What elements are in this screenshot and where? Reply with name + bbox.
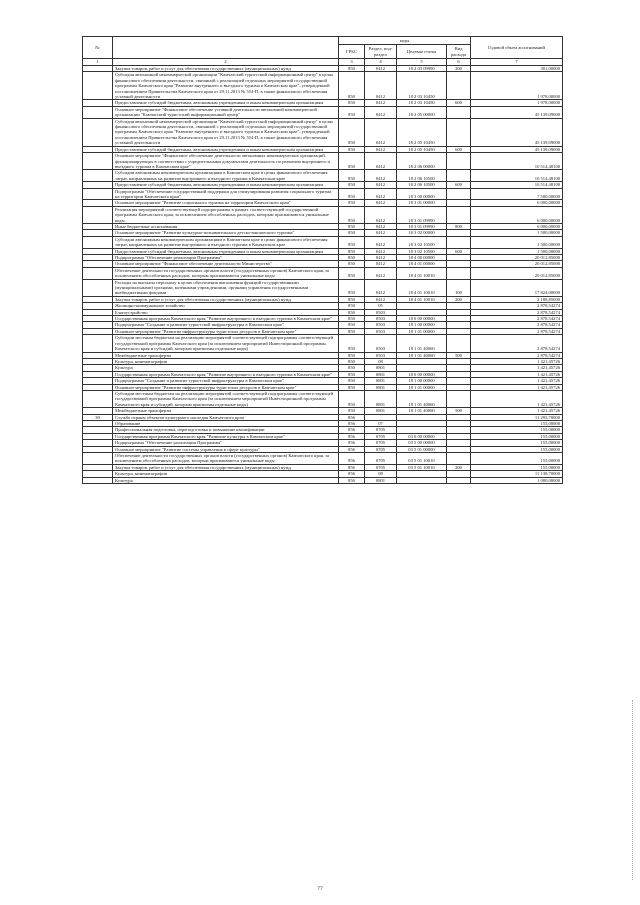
row-grbs-cell: 850: [339, 261, 365, 267]
table-row: [83, 118, 563, 146]
row-name-cell: Предоставление субсидий бюджетным, автономным учреждениям и иным некоммерческим организациям: [113, 182, 339, 188]
row-amount-cell: 155,00000: [471, 464, 563, 470]
row-target-article-cell: 18 1 01 40060: [397, 408, 447, 414]
row-name-cell: Межбюджетные трансферты: [113, 352, 339, 358]
row-grbs-cell: 850: [339, 279, 365, 296]
row-amount-cell: 1 421,45726: [471, 378, 563, 384]
row-name-cell: Иные бюджетные ассигнования: [113, 223, 339, 229]
row-grbs-cell: 850: [339, 100, 365, 106]
row-amount-cell: 6 000,00000: [471, 223, 563, 229]
row-target-article-cell: 18 2 06 10500: [397, 182, 447, 188]
row-grbs-cell: 850: [339, 316, 365, 322]
row-section-cell: 0801: [365, 477, 397, 483]
header-codes: коды: [339, 37, 471, 45]
row-name-cell: Основное мероприятие "Развитие культурно-познавательного детско-юношеского туризма": [113, 230, 339, 236]
row-number-cell: [83, 170, 113, 182]
row-section-cell: 0412: [365, 279, 397, 296]
row-section-cell: 0412: [365, 153, 397, 170]
row-section-cell: 0412: [365, 248, 397, 254]
row-expense-type-cell: 800: [447, 223, 471, 229]
row-amount-cell: 2 188,85000: [471, 296, 563, 302]
row-grbs-cell: 856: [339, 464, 365, 470]
header-name: [113, 37, 339, 59]
row-section-cell: 0503: [365, 335, 397, 352]
row-expense-type-cell: [447, 477, 471, 483]
row-name-cell: Реализация мероприятий соответствующей подпрограммы в рамках соответствующей государственной программы Камчатского края, за исключением обособленных расходов, которым присваиваются уникальные коды: [113, 206, 339, 223]
row-number-cell: [83, 453, 113, 465]
row-name-cell: Подпрограмма "Обеспечение реализации Программы": [113, 440, 339, 446]
row-section-cell: 0801: [365, 378, 397, 384]
table-row: [83, 390, 563, 407]
row-target-article-cell: 18 3 02 00000: [397, 230, 447, 236]
row-grbs-cell: 856: [339, 471, 365, 477]
row-amount-cell: 2 878,54274: [471, 335, 563, 352]
row-amount-cell: 11 293,70000: [471, 414, 563, 420]
row-target-article-cell: 03 0 00 00000: [397, 433, 447, 439]
row-name-cell: Субсидии автономным некоммерческим организациям в Камчатском крае в целях финансового обеспечения затрат, направленных на развитие внутреннего и въездного туризма в Камчатском крае: [113, 170, 339, 182]
row-expense-type-cell: [447, 390, 471, 407]
row-grbs-cell: 856: [339, 427, 365, 433]
row-amount-cell: 1 421,45726: [471, 384, 563, 390]
table-row: [83, 106, 563, 118]
row-amount-cell: 155,00000: [471, 453, 563, 465]
col-number: 7: [471, 59, 563, 66]
row-number-cell: [83, 279, 113, 296]
row-target-article-cell: 18 3 01 09990: [397, 206, 447, 223]
row-expense-type-cell: [447, 106, 471, 118]
row-target-article-cell: 18 3 02 10500: [397, 248, 447, 254]
row-target-article-cell: 03 5 01 10010: [397, 464, 447, 470]
table-row: [83, 72, 563, 100]
row-target-article-cell: 03 5 01 10010: [397, 453, 447, 465]
row-name-cell: Служба охраны объектов культурного наследия Камчатского края: [113, 414, 339, 420]
row-number-cell: [83, 206, 113, 223]
col-number: 4: [365, 59, 397, 66]
row-section-cell: 0705: [365, 440, 397, 446]
row-name-cell: Государственная программа Камчатского края "Развитие внутреннего и въездного туризма в Камчатском крае": [113, 371, 339, 377]
row-target-article-cell: 18 4 00 00000: [397, 255, 447, 261]
row-number-cell: [83, 335, 113, 352]
row-amount-cell: 2 878,54274: [471, 316, 563, 322]
row-target-article-cell: 18 4 01 10010: [397, 279, 447, 296]
row-expense-type-cell: 100: [447, 279, 471, 296]
row-name-cell: Подпрограмма "Создание и развитие туристской инфраструктуры в Камчатском крае": [113, 322, 339, 328]
row-amount-cell: 2 878,54274: [471, 303, 563, 309]
row-grbs-cell: 850: [339, 322, 365, 328]
row-name-cell: Закупка товаров, работ и услуг для обеспечения государственных (муниципальных) нужд: [113, 296, 339, 302]
row-section-cell: 0801: [365, 371, 397, 377]
row-section-cell: 0412: [365, 118, 397, 146]
row-name-cell: Закупка товаров, работ и услуг для обеспечения государственных (муниципальных) нужд: [113, 464, 339, 470]
row-section-cell: 0412: [365, 230, 397, 236]
row-target-article-cell: 18 1 01 40060: [397, 390, 447, 407]
row-grbs-cell: 850: [339, 170, 365, 182]
header-no: №: [83, 37, 113, 59]
row-section-cell: 0705: [365, 446, 397, 452]
row-amount-cell: 45 139,09000: [471, 106, 563, 118]
row-section-cell: 0412: [365, 182, 397, 188]
row-name-cell: Государственная программа Камчатского края "Развитие культуры в Камчатском крае": [113, 433, 339, 439]
row-section-cell: 0412: [365, 261, 397, 267]
row-amount-cell: 1 421,45726: [471, 371, 563, 377]
budget-table: [82, 36, 563, 484]
row-amount-cell: 1 500,00000: [471, 236, 563, 248]
row-expense-type-cell: [447, 72, 471, 100]
column-number-row: [83, 59, 563, 66]
row-section-cell: 0412: [365, 72, 397, 100]
budget-table-sheet: [82, 36, 562, 484]
row-name-cell: Культура: [113, 477, 339, 483]
row-target-article-cell: 18 3 02 10500: [397, 236, 447, 248]
row-name-cell: Подпрограмма "Обеспечение реализации Программы": [113, 255, 339, 261]
row-section-cell: 0412: [365, 200, 397, 206]
table-row: [83, 170, 563, 182]
row-expense-type-cell: 600: [447, 100, 471, 106]
row-name-cell: Обеспечение деятельности государственных органов власти (государственных органов) Камчатского края, за исключением обособленных расходов, которым присваиваются уникальные коды: [113, 453, 339, 465]
row-amount-cell: 17 824,00000: [471, 279, 563, 296]
row-expense-type-cell: [447, 335, 471, 352]
row-expense-type-cell: 500: [447, 408, 471, 414]
header-rz: Раздел, под-раздел: [365, 45, 397, 59]
row-amount-cell: 1 421,45726: [471, 408, 563, 414]
row-amount-cell: 2 878,54274: [471, 309, 563, 315]
row-section-cell: 0412: [365, 223, 397, 229]
table-row: [83, 477, 563, 483]
row-number-cell: [83, 118, 113, 146]
margin-mark: [632, 700, 636, 880]
row-target-article-cell: 18 2 03 09990: [397, 66, 447, 72]
row-number-cell: 30: [83, 414, 113, 420]
row-grbs-cell: 850: [339, 296, 365, 302]
row-expense-type-cell: [447, 267, 471, 279]
row-name-cell: Обеспечение деятельности государственных органов власти (государственных органов) Камчатского края, за исключением обособленных расходов, которым присваиваются уникальные коды: [113, 267, 339, 279]
row-grbs-cell: 850: [339, 106, 365, 118]
table-row: [83, 153, 563, 170]
row-amount-cell: 301,00000: [471, 66, 563, 72]
row-grbs-cell: 856: [339, 477, 365, 483]
row-section-cell: 0705: [365, 427, 397, 433]
row-amount-cell: 155,00000: [471, 433, 563, 439]
row-name-cell: Основное мероприятие "Финансовое обеспечение деятельности Министерства": [113, 261, 339, 267]
row-grbs-cell: 856: [339, 446, 365, 452]
row-amount-cell: 7 500,00000: [471, 188, 563, 200]
row-name-cell: Культура, кинематография: [113, 358, 339, 364]
row-target-article-cell: 18 2 03 10450: [397, 72, 447, 100]
row-grbs-cell: 856: [339, 420, 365, 426]
row-section-cell: 0503: [365, 328, 397, 334]
col-number: 2: [113, 59, 339, 66]
row-name-cell: Предоставление субсидий бюджетным, автономным учреждениям и иным некоммерческим организациям: [113, 248, 339, 254]
row-grbs-cell: 850: [339, 248, 365, 254]
row-expense-type-cell: [447, 118, 471, 146]
row-target-article-cell: 18 2 06 10500: [397, 170, 447, 182]
row-target-article-cell: 03 5 00 00000: [397, 440, 447, 446]
row-section-cell: 08: [365, 358, 397, 364]
row-grbs-cell: 850: [339, 146, 365, 152]
row-grbs-cell: 850: [339, 153, 365, 170]
col-number: 1: [83, 59, 113, 66]
row-number-cell: [83, 153, 113, 170]
table-row: [83, 206, 563, 223]
row-amount-cell: 10 514,48100: [471, 170, 563, 182]
row-amount-cell: 20 012,85000: [471, 261, 563, 267]
row-name-cell: Субсидии местным бюджетам на реализацию мероприятий соответствующей подпрограммы соответствующей государственной программы Камчатского края (за исключением мероприятий Инвестиционной программы Камчатского края и субсидий, которым присвоены отдельные коды): [113, 335, 339, 352]
row-grbs-cell: 850: [339, 384, 365, 390]
table-row: [83, 267, 563, 279]
header-cs: Целевая статья: [397, 45, 447, 59]
row-amount-cell: 20 012,85000: [471, 267, 563, 279]
row-amount-cell: 2 878,54274: [471, 328, 563, 334]
row-target-article-cell: 18 3 00 00000: [397, 188, 447, 200]
row-target-article-cell: 18 4 01 00000: [397, 261, 447, 267]
row-section-cell: 0801: [365, 365, 397, 371]
row-target-article-cell: 18 2 05 10450: [397, 146, 447, 152]
row-name-cell: Образование: [113, 420, 339, 426]
row-section-cell: 0412: [365, 255, 397, 261]
row-expense-type-cell: [447, 188, 471, 200]
row-section-cell: 0412: [365, 146, 397, 152]
row-grbs-cell: 850: [339, 223, 365, 229]
col-number: 6: [447, 59, 471, 66]
row-section-cell: 08: [365, 471, 397, 477]
row-name-cell: Субсидия автономной некоммерческой организации "Камчатский туристский информационный центр" в целях финансового обеспечения деятельности, связанной с реализацией отдельных мероприятий государственной программы Камчатского края "Развитие внутреннего и въездного туризма в Камчатском крае", утвержденной постановлением Правительства Камчатского края от 29.11.2013 № 554-П, в также финансового обеспечения уставной деятельности: [113, 118, 339, 146]
row-number-cell: [83, 188, 113, 200]
row-grbs-cell: 850: [339, 352, 365, 358]
table-header: [83, 37, 563, 66]
row-number-cell: [83, 106, 113, 118]
row-section-cell: 0705: [365, 433, 397, 439]
row-amount-cell: 45 139,09000: [471, 118, 563, 146]
row-section-cell: 0412: [365, 100, 397, 106]
row-section-cell: 0705: [365, 453, 397, 465]
row-target-article-cell: 03 5 01 00000: [397, 446, 447, 452]
row-grbs-cell: 856: [339, 453, 365, 465]
row-amount-cell: 2 878,54274: [471, 322, 563, 328]
row-target-article-cell: 18 1 01 00000: [397, 384, 447, 390]
row-target-article-cell: 18 1 01 00000: [397, 328, 447, 334]
row-name-cell: Основное мероприятие "Финансовое обеспечение деятельности автономных некоммерческих организаций, функционирующих в соответствии с учредительными документами деятельность по развитию внутреннего и въездного туризма в Камчатском крае": [113, 153, 339, 170]
row-name-cell: Государственная программа Камчатского края "Развитие внутреннего и въездного туризма в Камчатском крае": [113, 316, 339, 322]
row-name-cell: Субсидии местным бюджетам на реализацию мероприятий соответствующей подпрограммы соответствующей государственной программы Камчатского края (за исключением мероприятий Инвестиционной программы Камчатского края и субсидий, которым присвоены отдельные коды): [113, 390, 339, 407]
row-name-cell: Основное мероприятие "Развитие инфраструктуры туристских ресурсов в Камчатском крае": [113, 328, 339, 334]
row-amount-cell: 1 000,00000: [471, 477, 563, 483]
row-name-cell: Благоустройство: [113, 309, 339, 315]
row-grbs-cell: 850: [339, 328, 365, 334]
table-row: [83, 279, 563, 296]
row-name-cell: Закупка товаров, работ и услуг для обеспечения государственных (муниципальных) нужд: [113, 66, 339, 72]
row-section-cell: 0412: [365, 296, 397, 302]
row-grbs-cell: 850: [339, 335, 365, 352]
row-grbs-cell: 850: [339, 358, 365, 364]
row-grbs-cell: 850: [339, 236, 365, 248]
row-grbs-cell: 850: [339, 255, 365, 261]
row-amount-cell: 1 978,00000: [471, 72, 563, 100]
row-section-cell: 0705: [365, 464, 397, 470]
row-grbs-cell: 850: [339, 303, 365, 309]
row-expense-type-cell: 200: [447, 66, 471, 72]
row-amount-cell: 1 500,00000: [471, 230, 563, 236]
row-section-cell: 0801: [365, 408, 397, 414]
row-amount-cell: 2 878,54274: [471, 352, 563, 358]
row-amount-cell: 20 012,85000: [471, 255, 563, 261]
row-expense-type-cell: 600: [447, 146, 471, 152]
row-expense-type-cell: 600: [447, 248, 471, 254]
row-amount-cell: 1 421,45726: [471, 365, 563, 371]
row-number-cell: [83, 236, 113, 248]
row-name-cell: Субсидия автономной некоммерческой организации "Камчатский туристский информационный центр" в целях финансового обеспечения деятельности, связанной с реализацией отдельных мероприятий государственной программы Камчатского края "Развитие внутреннего и въездного туризма в Камчатском крае", утвержденной постановлением Правительства Камчатского края от 29.11.2013 № 554-П, в также финансового обеспечения уставной деятельности: [113, 72, 339, 100]
row-section-cell: 0801: [365, 384, 397, 390]
row-target-article-cell: 18 1 01 40060: [397, 352, 447, 358]
row-target-article-cell: 18 2 06 00000: [397, 153, 447, 170]
row-name-cell: Профессиональная подготовка, переподготовка и повышение квалификации: [113, 427, 339, 433]
row-grbs-cell: 850: [339, 72, 365, 100]
row-target-article-cell: 18 3 01 09990: [397, 223, 447, 229]
header-grbs: ГРБС: [339, 45, 365, 59]
header-sum: Годовой объем ассигнований: [471, 37, 563, 59]
row-target-article-cell: 18 3 01 00000: [397, 200, 447, 206]
row-amount-cell: 45 139,09000: [471, 146, 563, 152]
header-vr: Вид расхода: [447, 45, 471, 59]
row-target-article-cell: 18 1 01 40060: [397, 335, 447, 352]
row-name-cell: Жилищно-коммунальное хозяйство: [113, 303, 339, 309]
table-row: [83, 236, 563, 248]
row-target-article-cell: 18 1 00 00000: [397, 378, 447, 384]
row-grbs-cell: 850: [339, 371, 365, 377]
row-target-article-cell: 18 2 05 00000: [397, 106, 447, 118]
row-expense-type-cell: 200: [447, 464, 471, 470]
row-grbs-cell: 850: [339, 267, 365, 279]
row-name-cell: Расходы на выплаты персоналу в целях обеспечения выполнения функций государственными (муниципальными) органами, казенными учреждениями, органами управления государственными внебюджетными фондами: [113, 279, 339, 296]
row-target-article-cell: 18 1 00 00000: [397, 322, 447, 328]
table-row: [83, 453, 563, 465]
row-name-cell: Предоставление субсидий бюджетным, автономным учреждениям и иным некоммерческим организациям: [113, 146, 339, 152]
row-grbs-cell: 850: [339, 309, 365, 315]
row-target-article-cell: 18 0 00 00000: [397, 371, 447, 377]
row-amount-cell: 1 978,00000: [471, 100, 563, 106]
row-section-cell: 0412: [365, 188, 397, 200]
row-amount-cell: 155,00000: [471, 440, 563, 446]
row-section-cell: 05: [365, 303, 397, 309]
row-name-cell: Основное мероприятие "Развитие социального туризма на территории Камчатского края": [113, 200, 339, 206]
row-section-cell: 07: [365, 420, 397, 426]
row-section-cell: 0801: [365, 390, 397, 407]
row-section-cell: 0503: [365, 309, 397, 315]
row-name-cell: Предоставление субсидий бюджетным, автономным учреждениям и иным некоммерческим организациям: [113, 100, 339, 106]
row-amount-cell: 1 500,00000: [471, 248, 563, 254]
row-amount-cell: 10 514,48100: [471, 182, 563, 188]
page-number: 77: [317, 886, 323, 892]
row-section-cell: 0412: [365, 236, 397, 248]
row-target-article-cell: 18 4 01 10010: [397, 296, 447, 302]
table-body: [83, 66, 563, 484]
row-section-cell: 0503: [365, 352, 397, 358]
row-amount-cell: 11 138,70000: [471, 471, 563, 477]
row-section-cell: 0412: [365, 267, 397, 279]
row-expense-type-cell: 600: [447, 182, 471, 188]
row-grbs-cell: 850: [339, 365, 365, 371]
row-expense-type-cell: [447, 206, 471, 223]
row-grbs-cell: 850: [339, 182, 365, 188]
row-grbs-cell: 850: [339, 188, 365, 200]
row-expense-type-cell: [447, 453, 471, 465]
row-amount-cell: 155,00000: [471, 420, 563, 426]
row-name-cell: Межбюджетные трансферты: [113, 408, 339, 414]
row-number-cell: [83, 267, 113, 279]
row-number-cell: [83, 477, 113, 483]
row-target-article-cell: 18 2 03 10450: [397, 100, 447, 106]
row-amount-cell: 155,00000: [471, 446, 563, 452]
row-grbs-cell: 856: [339, 440, 365, 446]
row-expense-type-cell: [447, 236, 471, 248]
row-grbs-cell: 850: [339, 206, 365, 223]
row-grbs-cell: 856: [339, 414, 365, 420]
row-section-cell: 0412: [365, 206, 397, 223]
row-expense-type-cell: 200: [447, 296, 471, 302]
row-grbs-cell: 850: [339, 118, 365, 146]
row-amount-cell: 6 000,00000: [471, 200, 563, 206]
row-target-article-cell: [397, 477, 447, 483]
row-expense-type-cell: [447, 170, 471, 182]
row-expense-type-cell: [447, 153, 471, 170]
row-section-cell: 0412: [365, 66, 397, 72]
row-expense-type-cell: 500: [447, 352, 471, 358]
row-grbs-cell: 850: [339, 390, 365, 407]
row-name-cell: Основное мероприятие "Развитие инфраструктуры туристских ресурсов в Камчатском крае": [113, 384, 339, 390]
row-grbs-cell: 850: [339, 66, 365, 72]
row-name-cell: Подпрограмма "Обеспечение государственной поддержки для стимулирования развития социального туризма на территории Камчатского края": [113, 188, 339, 200]
row-grbs-cell: 850: [339, 230, 365, 236]
row-amount-cell: 155,00000: [471, 427, 563, 433]
table-row: [83, 188, 563, 200]
row-name-cell: Подпрограмма "Создание и развитие туристской инфраструктуры в Камчатском крае": [113, 378, 339, 384]
row-amount-cell: 1 421,45726: [471, 390, 563, 407]
row-amount-cell: 10 514,48100: [471, 153, 563, 170]
row-section-cell: 0412: [365, 106, 397, 118]
row-grbs-cell: 856: [339, 433, 365, 439]
row-name-cell: Культура, кинематография: [113, 471, 339, 477]
row-amount-cell: 6 000,00000: [471, 206, 563, 223]
row-name-cell: Культура: [113, 365, 339, 371]
row-name-cell: Основное мероприятие "Финансовое обеспечение уставной деятельности автономной некоммерческой организации "Камчатский туристский информационный центр": [113, 106, 339, 118]
table-row: [83, 335, 563, 352]
row-name-cell: Основное мероприятие "Развитие системы управления в сфере культуры": [113, 446, 339, 452]
row-target-article-cell: 18 2 05 10450: [397, 118, 447, 146]
row-section-cell: 0503: [365, 316, 397, 322]
row-section-cell: 0503: [365, 322, 397, 328]
col-number: 5: [397, 59, 447, 66]
row-target-article-cell: 18 4 01 10010: [397, 267, 447, 279]
col-number: 3: [339, 59, 365, 66]
row-target-article-cell: 18 0 00 00000: [397, 316, 447, 322]
row-grbs-cell: 850: [339, 200, 365, 206]
row-amount-cell: 1 421,45726: [471, 358, 563, 364]
row-name-cell: Субсидии автономным некоммерческим организациям в Камчатском крае в целях финансового обеспечения затрат, направленных на развитие внутреннего и въездного туризма в Камчатском крае: [113, 236, 339, 248]
row-grbs-cell: 850: [339, 408, 365, 414]
row-number-cell: [83, 390, 113, 407]
row-number-cell: [83, 72, 113, 100]
row-section-cell: 0412: [365, 170, 397, 182]
row-grbs-cell: 850: [339, 378, 365, 384]
